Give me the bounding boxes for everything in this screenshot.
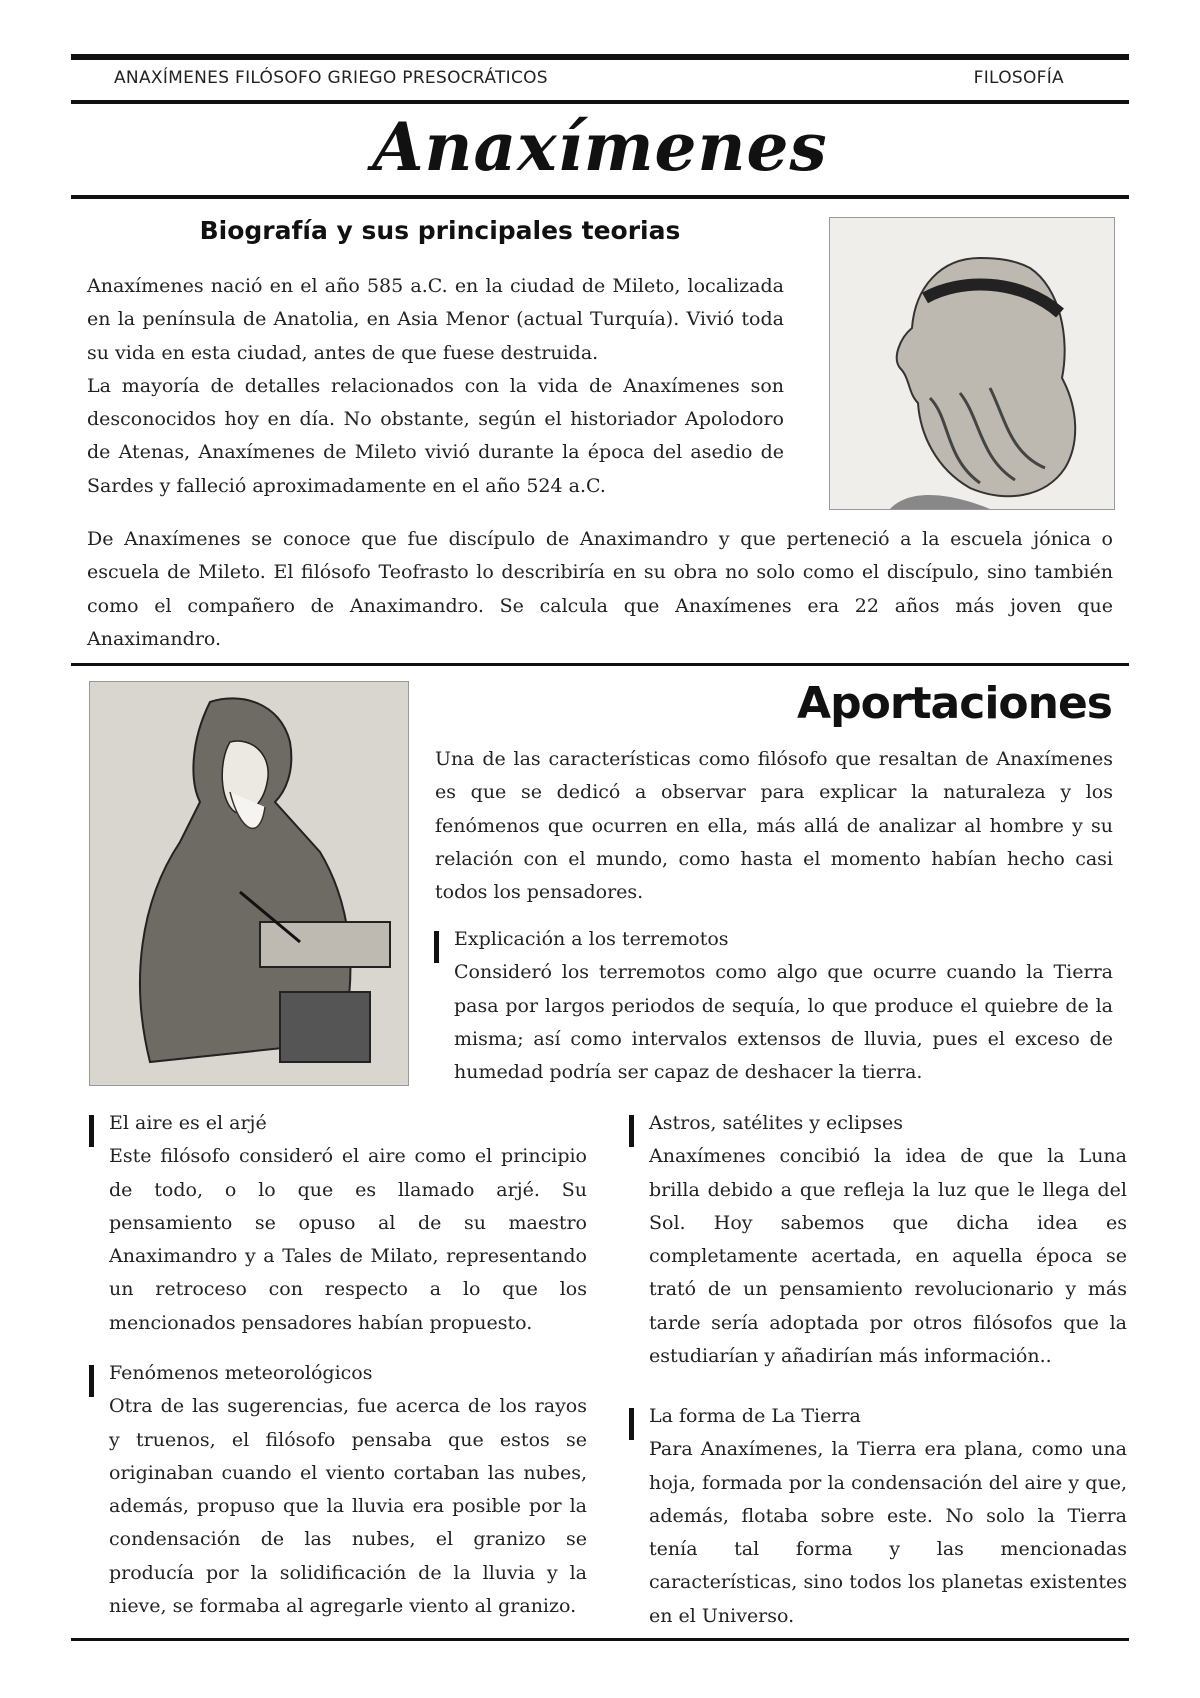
bio-text-top	[87, 270, 784, 503]
section-bar-marker	[629, 1115, 634, 1147]
section-bar-marker	[629, 1408, 634, 1440]
anaximenes-portrait-image	[829, 217, 1115, 510]
section-bar-marker	[89, 1365, 94, 1397]
aportacion-body: Otra de las sugerencias, fue acerca de los rayos y truenos, el filósofo pensaba que estos se originaban cuando el viento cortaban las nubes, además, propuso que la lluvia era posible por la condensación de las nubes, el granizo se producía por la solidificación de la lluvia y la nieve, se formaba al agregarle viento al granizo.	[109, 1395, 587, 1618]
title-rule	[71, 195, 1129, 199]
aportacion-meteorologicos	[109, 1357, 587, 1623]
anaximenes-writing-image	[89, 681, 409, 1086]
header-left-label: ANAXÍMENES FILÓSOFO GRIEGO PRESOCRÁTICOS	[114, 68, 548, 88]
bio-heading: Biografía y sus principales teorias	[199, 216, 681, 245]
bio-paragraph-1: Anaxímenes nació en el año 585 a.C. en la ciudad de Mileto, localizada en la península de Anatolia, en Asia Menor (actual Turquía). Vivió toda su vida en esta ciudad, antes de que fuese destruida.	[87, 275, 784, 364]
aportacion-title: El aire es el arjé	[109, 1112, 267, 1134]
header-bottom-rule	[71, 100, 1129, 104]
aportacion-forma-tierra	[649, 1400, 1127, 1633]
aportacion-body: Este filósofo consideró el aire como el principio de todo, o lo que es llamado arjé. Su pensamiento se opuso al de su maestro Anaximandro y a Tales de Milato, representando un retroceso con respecto a lo que los mencionados pensadores habían propuesto.	[109, 1145, 587, 1334]
page-title: Anaxímenes	[372, 108, 828, 186]
aportacion-title: Astros, satélites y eclipses	[649, 1112, 903, 1134]
section-divider	[71, 663, 1129, 666]
top-rule	[71, 54, 1129, 60]
profile-engraving-icon	[830, 218, 1114, 509]
scholar-engraving-icon	[90, 682, 408, 1085]
bottom-rule	[71, 1638, 1129, 1641]
aportacion-astros	[649, 1107, 1127, 1373]
aportacion-title: Explicación a los terremotos	[454, 928, 729, 950]
aportacion-body: Para Anaxímenes, la Tierra era plana, como una hoja, formada por la condensación del aire y que, además, flotaba sobre este. No solo la Tierra tenía tal forma y las mencionadas características, sino todos los planetas existentes en el Universo.	[649, 1438, 1127, 1627]
aportacion-terremotos	[454, 923, 1113, 1089]
section-bar-marker	[434, 931, 439, 963]
aportacion-aire-arje	[109, 1107, 587, 1340]
aportacion-body: Anaxímenes concibió la idea de que la Luna brilla debido a que refleja la luz que le llega del Sol. Hoy sabemos que dicha idea es completamente acertada, en aquella época se trató de un pensamiento revolucionario y más tarde sería adoptada por otros filósofos que la estudiarían y añadirían más información..	[649, 1145, 1127, 1368]
header-right-label: FILOSOFÍA	[973, 68, 1064, 88]
aportacion-title: Fenómenos meteorológicos	[109, 1362, 373, 1384]
bio-text-bottom	[87, 523, 1113, 656]
bio-paragraph-3: De Anaxímenes se conoce que fue discípulo de Anaximandro y que perteneció a la escuela jónica o escuela de Mileto. El filósofo Teofrasto lo describiría en su obra no solo como el discípulo, sino también como el compañero de Anaximandro. Se calcula que Anaxímenes era 22 años más joven que Anaximandro.	[87, 528, 1113, 650]
aportacion-title: La forma de La Tierra	[649, 1405, 861, 1427]
aportaciones-intro: Una de las características como filósofo que resaltan de Anaxímenes es que se dedicó a observar para explicar la naturaleza y los fenómenos que ocurren en ella, más allá de analizar al hombre y su relación con el mundo, como hasta el momento habían hecho casi todos los pensadores.	[435, 748, 1113, 904]
bio-paragraph-2: La mayoría de detalles relacionados con la vida de Anaxímenes son desconocidos hoy en día. No obstante, según el historiador Apolodoro de Atenas, Anaxímenes de Mileto vivió durante la época del asedio de Sardes y falleció aproximadamente en el año 524 a.C.	[87, 374, 784, 497]
aportaciones-heading: Aportaciones	[797, 678, 1112, 729]
section-bar-marker	[89, 1115, 94, 1147]
aportacion-body: Consideró los terremotos como algo que ocurre cuando la Tierra pasa por largos periodos de sequía, lo que produce el quiebre de la misma; así como intervalos extensos de lluvia, pues el exceso de humedad podría ser capaz de deshacer la tierra.	[454, 961, 1113, 1084]
